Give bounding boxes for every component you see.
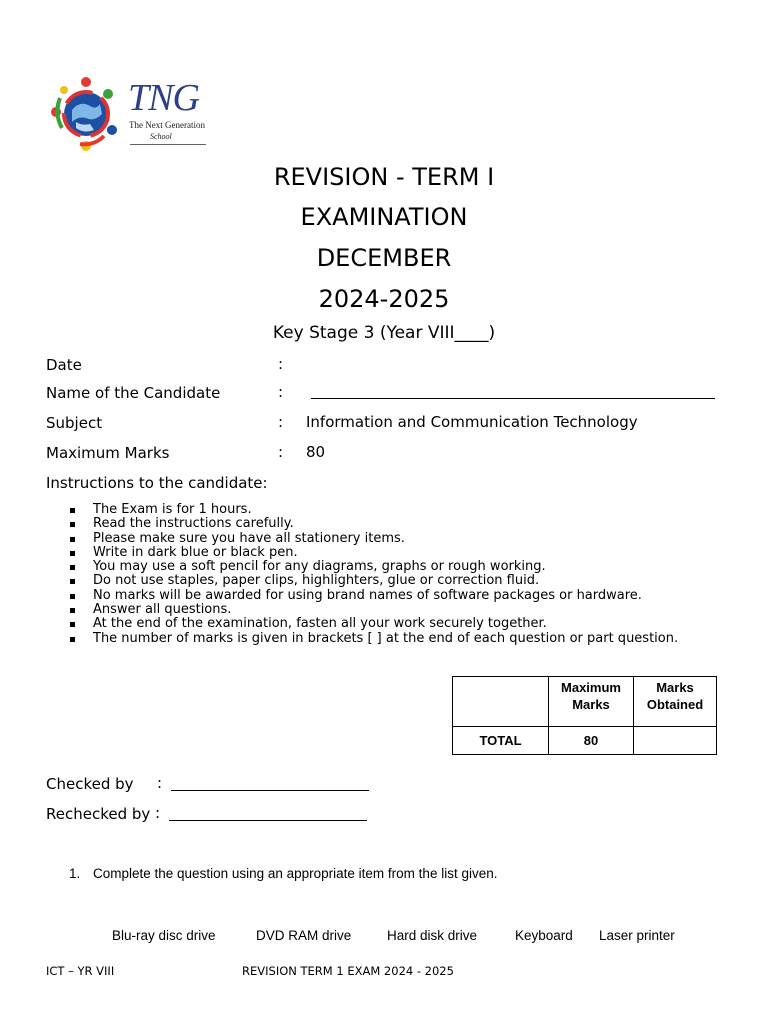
checked-by-line[interactable] <box>171 790 369 791</box>
bullet-icon <box>70 522 75 527</box>
field-max-marks-value: 80 <box>306 443 326 461</box>
globe-icon <box>46 74 126 154</box>
list-item: Do not use staples, paper clips, highlighters, glue or correction fluid. <box>46 574 678 588</box>
list-item: Read the instructions carefully. <box>46 517 678 531</box>
footer-center: REVISION TERM 1 EXAM 2024 - 2025 <box>242 964 454 978</box>
bullet-icon <box>70 622 75 627</box>
field-subject-value: Information and Communication Technology <box>306 413 638 431</box>
list-item: Answer all questions. <box>46 603 678 617</box>
bullet-icon <box>70 565 75 570</box>
field-candidate-label: Name of the Candidate <box>46 384 221 402</box>
table-row <box>453 677 717 727</box>
bullet-icon <box>70 579 75 584</box>
list-item: You may use a soft pencil for any diagrams, graphs or rough working. <box>46 560 678 574</box>
field-candidate-colon: : <box>278 383 284 401</box>
instructions-list <box>46 503 678 646</box>
question-1 <box>69 866 498 881</box>
title-line-1: REVISION - TERM I <box>273 163 495 191</box>
field-date-label: Date <box>46 356 82 374</box>
rechecked-by-line[interactable] <box>169 820 367 821</box>
candidate-name-line[interactable] <box>311 398 715 399</box>
logo-subtitle: The Next Generation <box>129 120 205 130</box>
marks-table <box>452 676 717 755</box>
bullet-icon <box>70 608 75 613</box>
field-max-marks-colon: : <box>278 443 284 461</box>
table-header-empty <box>453 677 549 727</box>
school-logo <box>46 74 211 154</box>
bullet-icon <box>70 537 75 542</box>
list-item: Please make sure you have all stationery items. <box>46 532 678 546</box>
field-subject-label: Subject <box>46 414 103 432</box>
title-line-3: DECEMBER <box>316 244 452 272</box>
rechecked-by-label: Rechecked by <box>46 805 151 823</box>
list-item: No marks will be awarded for using brand names of software packages or hardware. <box>46 589 678 603</box>
field-max-marks-label: Maximum Marks <box>46 444 170 462</box>
checked-by-label: Checked by <box>46 775 134 793</box>
bullet-icon <box>70 637 75 642</box>
logo-name: TNG <box>128 77 199 119</box>
option-item: Hard disk drive <box>387 928 478 943</box>
option-item: Blu-ray disc drive <box>112 928 216 943</box>
logo-underline <box>130 144 206 145</box>
option-item: Laser printer <box>599 928 675 943</box>
field-date-colon: : <box>278 355 284 373</box>
option-item: DVD RAM drive <box>256 928 352 943</box>
table-header-marks-obtained: Marks Obtained <box>634 677 717 727</box>
list-item: The Exam is for 1 hours. <box>46 503 678 517</box>
question-text: Complete the question using an appropriate item from the list given. <box>93 866 498 881</box>
rechecked-by-colon: : <box>155 804 161 822</box>
field-subject-colon: : <box>278 413 284 431</box>
option-item: Keyboard <box>515 928 573 943</box>
key-stage: Key Stage 3 (Year VIII____) <box>272 323 496 343</box>
bullet-icon <box>70 508 75 513</box>
title-line-4: 2024-2025 <box>318 285 450 313</box>
table-cell-total-max: 80 <box>549 727 634 755</box>
logo-school: School <box>150 132 172 141</box>
bullet-icon <box>70 594 75 599</box>
list-item: The number of marks is given in brackets [ ] at the end of each question or part question. <box>46 632 678 646</box>
checked-by-colon: : <box>157 774 163 792</box>
bullet-icon <box>70 551 75 556</box>
list-item: Write in dark blue or black pen. <box>46 546 678 560</box>
table-cell-total-label: TOTAL <box>453 727 549 755</box>
list-item: At the end of the examination, fasten all your work securely together. <box>46 617 678 631</box>
table-header-maximum-marks: Maximum Marks <box>549 677 634 727</box>
footer-left: ICT – YR VIII <box>46 964 115 978</box>
instructions-heading: Instructions to the candidate: <box>46 474 268 492</box>
question-number: 1. <box>69 866 81 881</box>
title-line-2: EXAMINATION <box>300 203 468 231</box>
table-row <box>453 727 717 755</box>
table-cell-total-obtained[interactable] <box>634 727 717 755</box>
